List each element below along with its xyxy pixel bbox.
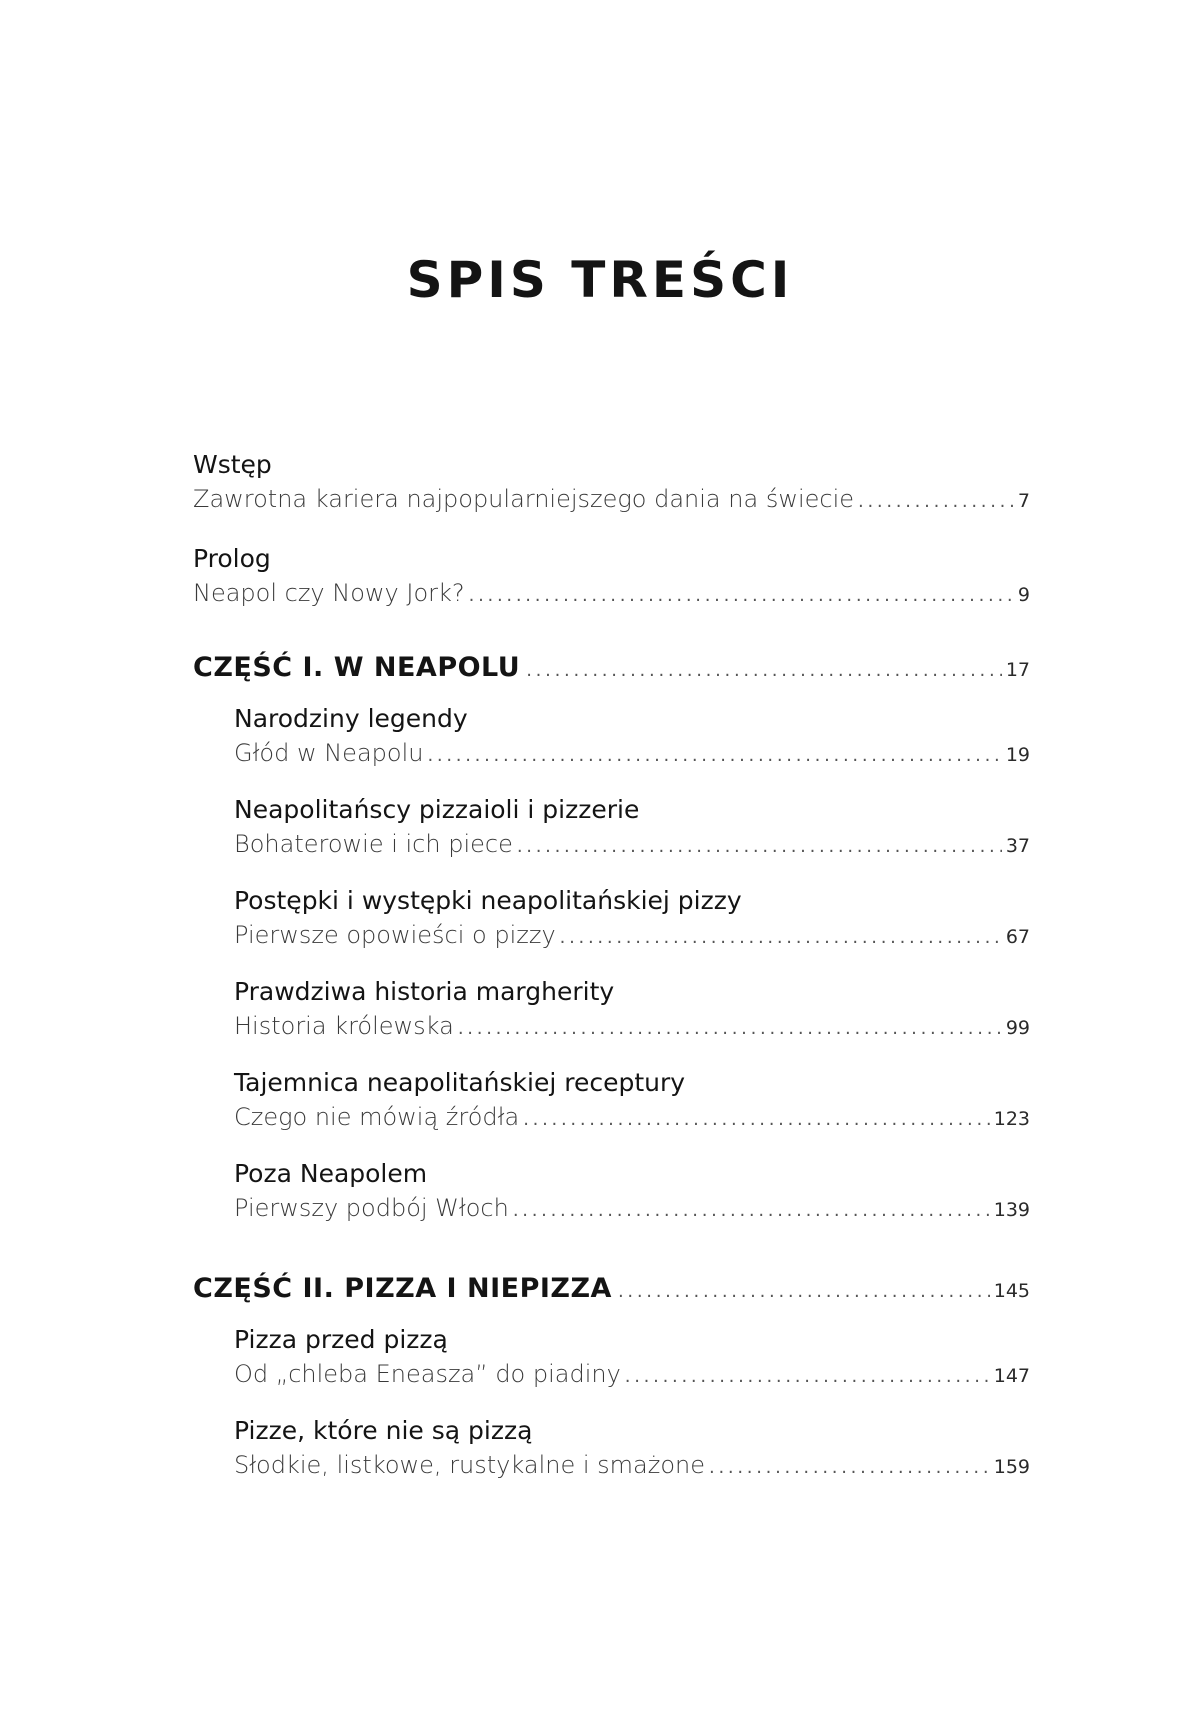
dot-leader [709, 1457, 990, 1478]
chapter-list [234, 702, 1030, 1225]
toc-entry-prolog[interactable] [193, 542, 1030, 610]
page-number: 147 [993, 1365, 1030, 1387]
chapter-subtitle: Głód w Neapolu [234, 739, 424, 767]
chapter-heading: Prawdziwa historia margherity [234, 977, 615, 1006]
dot-leader [560, 927, 1002, 948]
page-number: 99 [1005, 1017, 1030, 1039]
chapter-subtitle: Słodkie, listkowe, rustykalne i smażone [234, 1451, 705, 1479]
chapter-subtitle: Od „chleba Eneasza” do piadiny [234, 1360, 621, 1388]
toc-part-2 [193, 1269, 1030, 1482]
page-number: 7 [1017, 490, 1030, 512]
chapter-subtitle: Pierwszy podbój Włoch [234, 1194, 509, 1222]
chapter-list [234, 1323, 1030, 1482]
part-title: CZĘŚĆ I. W NEAPOLU [193, 652, 521, 683]
dot-leader [458, 1018, 1002, 1039]
toc-part-1 [193, 648, 1030, 1225]
page-title: SPIS TREŚCI [406, 251, 794, 309]
entry-line [234, 1357, 1030, 1391]
entry-line [234, 736, 1030, 770]
entry-heading: Wstęp [193, 450, 272, 479]
chapter-heading: Tajemnica neapolitańskiej receptury [234, 1068, 686, 1097]
entry-line [193, 482, 1030, 516]
dot-leader [469, 585, 1014, 606]
toc-chapter[interactable] [234, 1157, 1030, 1225]
part-heading-row[interactable] [193, 1269, 1030, 1309]
toc-chapter[interactable] [234, 793, 1030, 861]
toc-chapter[interactable] [234, 884, 1030, 952]
entry-line [234, 1191, 1030, 1225]
chapter-subtitle: Historia królewska [234, 1012, 454, 1040]
chapter-heading: Narodziny legendy [234, 704, 468, 733]
toc-entry-intro[interactable] [193, 448, 1030, 516]
entry-heading: Prolog [193, 544, 271, 573]
page-number: 145 [993, 1280, 1030, 1302]
entry-line [234, 1100, 1030, 1134]
part-heading-row[interactable] [193, 648, 1030, 688]
chapter-heading: Pizze, które nie są pizzą [234, 1416, 533, 1445]
toc-chapter[interactable] [234, 1323, 1030, 1391]
chapter-subtitle: Bohaterowie i ich piece [234, 830, 513, 858]
page-number: 9 [1017, 584, 1030, 606]
chapter-heading: Pizza przed pizzą [234, 1325, 448, 1354]
page-number: 19 [1005, 744, 1030, 766]
page-number: 159 [993, 1456, 1030, 1478]
entry-line [234, 1448, 1030, 1482]
page-number: 67 [1005, 926, 1030, 948]
page-number: 37 [1005, 835, 1030, 857]
toc-chapter[interactable] [234, 702, 1030, 770]
dot-leader [858, 491, 1014, 512]
dot-leader [523, 1109, 990, 1130]
dot-leader [526, 660, 1002, 681]
dot-leader [427, 745, 1001, 766]
entry-subtitle: Neapol czy Nowy Jork? [193, 579, 465, 607]
entry-line [234, 827, 1030, 861]
page-number: 139 [993, 1199, 1030, 1221]
chapter-subtitle: Pierwsze opowieści o pizzy [234, 921, 556, 949]
chapter-subtitle: Czego nie mówią źródła [234, 1103, 520, 1131]
entry-subtitle: Zawrotna kariera najpopularniejszego dania na świecie [193, 485, 855, 513]
chapter-heading: Poza Neapolem [234, 1159, 428, 1188]
entry-line [193, 576, 1030, 610]
toc-chapter[interactable] [234, 975, 1030, 1043]
chapter-heading: Neapolitańscy pizzaioli i pizzerie [234, 795, 640, 824]
entry-line [234, 1009, 1030, 1043]
dot-leader [513, 1200, 990, 1221]
entry-line [234, 918, 1030, 952]
toc-chapter[interactable] [234, 1066, 1030, 1134]
table-of-contents [193, 448, 1030, 1505]
dot-leader [517, 836, 1002, 857]
chapter-heading: Postępki i występki neapolitańskiej pizzy [234, 886, 742, 915]
page-number: 17 [1005, 659, 1030, 681]
page-number: 123 [993, 1108, 1030, 1130]
dot-leader [625, 1366, 990, 1387]
dot-leader [618, 1281, 990, 1302]
toc-chapter[interactable] [234, 1414, 1030, 1482]
part-title: CZĘŚĆ II. PIZZA I NIEPIZZA [193, 1273, 612, 1304]
